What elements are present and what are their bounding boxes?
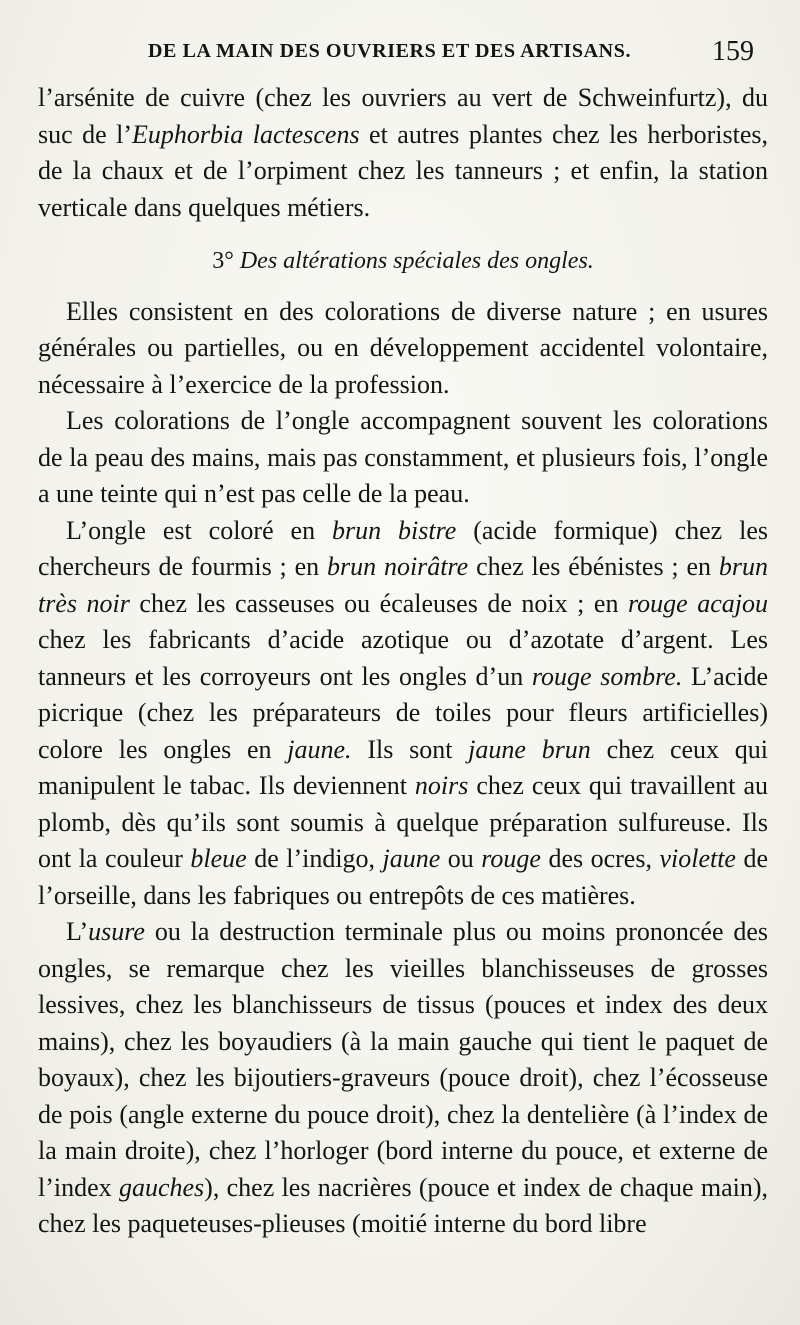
italic-term: rouge sombre.	[531, 661, 683, 691]
text-run: l’arsénite de cuivre (chez les ouvriers au vert de Schweinfurtz), du suc de l’	[38, 83, 768, 149]
italic-term: jaune brun	[468, 734, 591, 764]
paragraph	[38, 914, 768, 1243]
text-run: ou	[440, 844, 482, 873]
text-run: ou la destruction terminale plus ou moins prononcée des ongles, se remarque chez les vieilles blanchisseuses de grosses lessives, chez les blanchisseurs de tissus (pouces et index des deux mains), chez les boyaudiers (à la main gauche qui tient le paquet de boyaux), chez les bijoutiers-graveurs (pouce droit), chez l’écosseuse de pois (angle externe du pouce droit), chez la dentelière (à l’index de la main droite), chez l’horloger (bord interne du pouce, et externe de l’index	[38, 917, 768, 1202]
italic-term: violette	[659, 844, 736, 873]
text-run: Les colorations de l’ongle accompagnent souvent les colorations de la peau des mains, mais pas constamment, et plusieurs fois, l’ongle a une teinte qui n’est pas celle de la peau.	[38, 406, 768, 508]
page-number: 159	[712, 36, 754, 67]
italic-term: rouge	[481, 844, 541, 873]
section-number: 3°	[212, 248, 234, 274]
text-run: L’ongle est coloré en	[66, 515, 333, 545]
italic-term: brun noirâtre	[327, 552, 469, 581]
paragraph-continuation	[38, 80, 768, 226]
text-run: chez ceux qui manipulent le tabac. Ils deviennent	[38, 734, 768, 800]
text-run: Elles consistent en des colorations de diverse nature ; en usures générales ou partielles, ou en développement accidentel volontaire, nécessaire à l’exercice de la profession.	[38, 296, 768, 399]
paragraph	[38, 294, 768, 404]
running-title: DE LA MAIN DES OUVRIERS ET DES ARTISANS.	[148, 40, 632, 62]
paragraph	[38, 403, 768, 513]
running-head	[60, 36, 760, 70]
italic-term: jaune	[382, 844, 441, 873]
italic-term: gauches	[118, 1172, 205, 1202]
text-run: des ocres,	[540, 844, 660, 873]
text-run: L’acide picrique (chez les préparateurs de toiles pour fleurs artificielles) colore les ongles en	[38, 661, 769, 764]
italic-term: jaune.	[287, 734, 352, 764]
italic-term: rouge acajou	[628, 588, 768, 618]
italic-term: usure	[88, 917, 145, 946]
text-run: chez ceux qui travaillent au plomb, dès qu’ils sont soumis à quelque préparation sulfureuse. Ils ont la couleur	[38, 771, 768, 873]
italic-term: brun très noir	[38, 552, 768, 618]
italic-term: bleue	[190, 844, 247, 873]
text-run: Ils sont	[351, 734, 469, 764]
body-text	[38, 80, 768, 1243]
text-run: et autres plantes chez les herboristes, de la chaux et de l’orpiment chez les tanneurs ; et enfin, la station verticale dans quelques métiers.	[38, 119, 768, 222]
text-run: chez les fabricants d’acide azotique ou d’azotate d’argent. Les tanneurs et les corroyeurs ont les ongles d’un	[38, 625, 768, 691]
paragraph	[38, 513, 768, 915]
text-run: L’	[66, 917, 89, 946]
text-run: de l’indigo,	[246, 844, 383, 873]
text-run: (acide formique) chez les chercheurs de fourmis ; en	[38, 515, 768, 581]
italic-term: brun bistre	[332, 515, 457, 545]
italic-term: noirs	[414, 771, 469, 800]
italic-term: Euphorbia lactescens	[132, 119, 360, 149]
text-run: ), chez les nacrières (pouce et index de chaque main), chez les paqueteuses-plieuses (moitié interne du bord libre	[38, 1172, 768, 1238]
text-run: chez les ébénistes ; en	[468, 552, 719, 581]
text-run: de l’orseille, dans les fabriques ou entrepôts de ces matières.	[38, 844, 768, 910]
section-title: Des altérations spéciales des ongles.	[239, 248, 594, 274]
section-heading	[38, 243, 768, 280]
text-run: chez les casseuses ou écaleuses de noix ; en	[129, 588, 628, 618]
